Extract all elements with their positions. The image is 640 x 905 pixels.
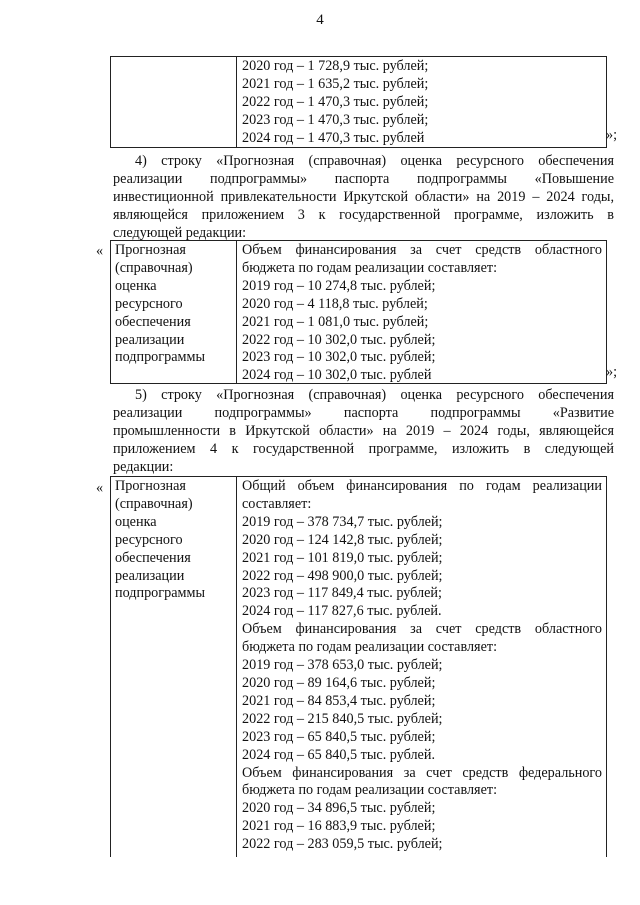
table-3-line: 2020 год – 34 896,5 тыс. рублей;	[242, 800, 436, 817]
table-3-line: 2020 год – 89 164,6 тыс. рублей;	[242, 674, 436, 691]
table-3-left-line: ресурсного	[115, 531, 183, 548]
paragraph-4	[113, 153, 614, 243]
table-3-line: 2023 год – 117 849,4 тыс. рублей;	[242, 585, 442, 602]
table-1-line: 2024 год – 1 470,3 тыс. рублей	[242, 129, 425, 146]
table-3-line: бюджета по годам реализации составляет:	[242, 639, 498, 656]
table-3-right-cell	[237, 477, 606, 857]
table-2-line: 2023 год – 10 302,0 тыс. рублей;	[242, 349, 436, 366]
table-2-left-line: реализации	[115, 331, 185, 348]
table-2-line: 2021 год – 1 081,0 тыс. рублей;	[242, 313, 429, 330]
paragraph-5-line: реализации подпрограммы» паспорта подпрограммы «Развитие	[113, 404, 614, 421]
paragraph-5-line: промышленности в Иркутской области» на 2019 – 2024 годы, являющейся	[113, 422, 614, 439]
table-2-left-line: оценка	[115, 277, 157, 294]
paragraph-5	[113, 387, 614, 477]
table-2-line: 2022 год – 10 302,0 тыс. рублей;	[242, 331, 436, 348]
table-3-opening-quote: «	[96, 480, 104, 496]
table-3-left-line: обеспечения	[115, 549, 191, 566]
table-3-left-line: Прогнозная	[115, 478, 186, 494]
table-3-line: бюджета по годам реализации составляет:	[242, 782, 498, 799]
table-2-opening-quote: «	[96, 243, 104, 259]
table-3-line: Общий объем финансирования по годам реализации	[242, 478, 602, 494]
paragraph-5-line: 5) строку «Прогнозная (справочная) оценка ресурсного обеспечения	[135, 387, 614, 403]
table-3-left-line: оценка	[115, 513, 157, 530]
table-1-closing-quote: »;	[606, 127, 618, 143]
paragraph-4-line: инвестиционной привлекательности Иркутской области» на 2019 – 2024 годы,	[113, 188, 614, 205]
table-2-line: 2020 год – 4 118,8 тыс. рублей;	[242, 295, 428, 312]
table-3-left-line: реализации	[115, 567, 185, 584]
table-2-left-cell	[111, 241, 237, 383]
paragraph-4-line: 4) строку «Прогнозная (справочная) оценка ресурсного обеспечения	[135, 153, 614, 169]
table-1-left-cell	[111, 57, 237, 147]
table-1-line: 2022 год – 1 470,3 тыс. рублей;	[242, 93, 429, 110]
table-1-line: 2020 год – 1 728,9 тыс. рублей;	[242, 58, 429, 74]
table-3-line: составляет:	[242, 495, 312, 512]
table-3-left-line: (справочная)	[115, 495, 193, 512]
table-2-line: 2024 год – 10 302,0 тыс. рублей	[242, 367, 432, 384]
paragraph-4-line: следующей редакции:	[113, 224, 247, 241]
table-2-left-line: ресурсного	[115, 295, 183, 312]
paragraph-4-line: являющейся приложением 3 к государственной программе, изложить в	[113, 206, 614, 223]
table-3-line: 2023 год – 65 840,5 тыс. рублей;	[242, 728, 436, 745]
table-3-line: 2022 год – 498 900,0 тыс. рублей;	[242, 567, 443, 584]
table-3-line: 2019 год – 378 734,7 тыс. рублей;	[242, 513, 443, 530]
table-3-line: 2024 год – 117 827,6 тыс. рублей.	[242, 603, 442, 620]
table-3-line: 2021 год – 101 819,0 тыс. рублей;	[242, 549, 443, 566]
table-2-right-cell	[237, 241, 606, 383]
table-3-left-cell	[111, 477, 237, 857]
table-3-line: 2021 год – 84 853,4 тыс. рублей;	[242, 692, 436, 709]
table-2-line: Объем финансирования за счет средств областного	[242, 242, 602, 258]
table-3	[110, 476, 607, 857]
table-3-line: 2022 год – 283 059,5 тыс. рублей;	[242, 836, 443, 853]
table-1-line: 2023 год – 1 470,3 тыс. рублей;	[242, 111, 429, 128]
table-3-line: Объем финансирования за счет средств федерального	[242, 764, 602, 781]
paragraph-5-line: приложением 4 к государственной программе, изложить в следующей	[113, 440, 614, 457]
table-3-line: Объем финансирования за счет средств областного	[242, 621, 602, 638]
table-2-left-line: (справочная)	[115, 259, 193, 276]
table-3-left-line: подпрограммы	[115, 585, 205, 602]
table-3-line: 2024 год – 65 840,5 тыс. рублей.	[242, 746, 435, 763]
table-2-line: бюджета по годам реализации составляет:	[242, 259, 498, 276]
paragraph-5-line: редакции:	[113, 458, 174, 475]
table-2-left-line: подпрограммы	[115, 349, 205, 366]
table-3-line: 2022 год – 215 840,5 тыс. рублей;	[242, 710, 443, 727]
table-1-right-cell	[237, 57, 606, 147]
table-2	[110, 240, 607, 384]
paragraph-4-line: реализации подпрограммы» паспорта подпрограммы «Повышение	[113, 170, 614, 187]
table-1	[110, 56, 607, 148]
table-2-line: 2019 год – 10 274,8 тыс. рублей;	[242, 277, 436, 294]
table-2-left-line: Прогнозная	[115, 242, 186, 258]
table-2-closing-quote: »;	[606, 364, 618, 380]
table-3-line: 2019 год – 378 653,0 тыс. рублей;	[242, 657, 443, 674]
table-3-line: 2021 год – 16 883,9 тыс. рублей;	[242, 818, 436, 835]
table-2-left-line: обеспечения	[115, 313, 191, 330]
table-1-line: 2021 год – 1 635,2 тыс. рублей;	[242, 75, 429, 92]
page-number: 4	[316, 12, 324, 28]
table-3-line: 2020 год – 124 142,8 тыс. рублей;	[242, 531, 443, 548]
